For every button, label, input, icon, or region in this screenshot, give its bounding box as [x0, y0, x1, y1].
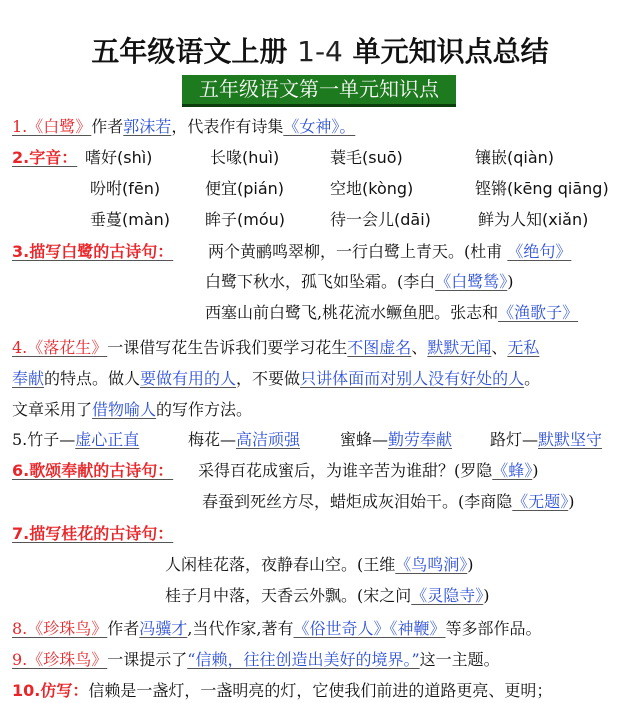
poem-text: 人闲桂花落，夜静春山空。(王维: [165, 555, 396, 574]
item-2-label: [12, 146, 77, 170]
poem-end: ): [507, 272, 514, 291]
work-link: 《女神》。: [283, 117, 356, 136]
poem-text: 桂子月中落，天香云外飘。(宋之问: [165, 586, 412, 605]
poem-end: ): [532, 461, 539, 480]
text: 这一主题。: [419, 650, 500, 669]
text: 蜜蜂—: [340, 430, 389, 449]
text: 5.竹子—: [12, 430, 76, 449]
item-9: [12, 648, 500, 672]
text: 文章采用了: [12, 400, 93, 419]
label-text: 6.歌颂奉献的古诗句：: [12, 461, 174, 480]
poem-text: 春蚕到死丝方尽，蜡炬成灰泪始干。(李商隐: [202, 492, 513, 511]
poem-end: ): [467, 555, 474, 574]
poem-end: ): [568, 492, 575, 511]
poem-title: 《鸟鸣涧》: [395, 555, 468, 574]
text: 作者: [107, 619, 140, 638]
poem-text: 两个黄鹂鸣翠柳，一行白鹭上青天。(杜甫: [208, 242, 508, 261]
text: 、: [411, 338, 428, 357]
item-1: [12, 115, 355, 139]
pinyin-cell: 镶嵌(qiàn): [475, 148, 555, 167]
keyword: 要做有用的人: [140, 369, 237, 388]
text: 梅花—: [188, 430, 237, 449]
item-3-label: [12, 240, 173, 264]
keyword: 不图虚名: [347, 338, 412, 357]
item-8: [12, 617, 542, 641]
author-link: 郭沫若: [123, 117, 172, 136]
poem-line: [205, 270, 514, 294]
keyword: 奉献: [12, 369, 45, 388]
poem-title: 《渔歌子》: [498, 303, 579, 322]
text: ，不要做: [236, 369, 301, 388]
pair: [340, 428, 452, 452]
pinyin-cell: 空地(kòng): [330, 179, 414, 198]
page-title: [0, 30, 640, 70]
pinyin-cell: 鲜为人知(xiǎn): [478, 210, 589, 229]
poem-line: [208, 240, 571, 264]
poem-text: 西塞山前白鹭飞,桃花流水鳜鱼肥。张志和: [205, 303, 499, 322]
text: 的写作方法。: [156, 400, 253, 419]
pair: [12, 428, 139, 452]
keyword: 只讲体面而对别人没有好处的人: [300, 369, 525, 388]
unit-banner: 五年级语文第一单元知识点: [182, 75, 456, 107]
label-text: 3.描写白鹭的古诗句：: [12, 242, 174, 261]
keyword: 无私: [507, 338, 540, 357]
poem-title: 《灵隐寺》: [411, 586, 484, 605]
keyword: 借物喻人: [92, 400, 157, 419]
poem-line: [198, 459, 539, 483]
item-6-label: [12, 459, 173, 483]
pinyin-cell: 垂蔓(màn): [90, 210, 171, 229]
item-10-label: 10.仿写：: [12, 681, 89, 700]
poem-line: [202, 490, 575, 514]
title-text: 五年级语文上册: [91, 35, 298, 68]
keyword: 虚心正直: [75, 430, 140, 449]
text: 一课借写花生告诉我们要学习花生: [107, 338, 348, 357]
pinyin-cell: 蓑毛(suō): [330, 148, 403, 167]
poem-line: [205, 301, 578, 325]
theme: “信赖，往往创造出美好的境界。”: [187, 650, 420, 669]
poem-line: [165, 553, 474, 577]
pinyin-cell: 铿锵(kēng qiāng): [475, 179, 609, 198]
item-7-label: [12, 522, 173, 546]
text: 信赖是一盏灯，一盏明亮的灯，它使我们前进的道路更亮、更明；: [88, 681, 553, 700]
poem-title: 《蜂》: [492, 461, 533, 480]
poem-line: [165, 584, 490, 608]
text: 作者: [91, 117, 124, 136]
text: ，代表作有诗集: [171, 117, 284, 136]
text: 一课提示了: [107, 650, 188, 669]
item-4-cont: [12, 367, 540, 391]
text: 的特点。做人: [44, 369, 141, 388]
text: 、: [491, 338, 508, 357]
keyword: 默默坚守: [538, 430, 603, 449]
text: ,当代作家,著有: [187, 619, 294, 638]
label-text: 2.字音：: [12, 148, 78, 167]
title-range: 1-4: [297, 35, 343, 68]
pinyin-cell: 长喙(huì): [210, 148, 280, 167]
pinyin-cell: 嗜好(shì): [85, 148, 153, 167]
poem-title: 《绝句》: [507, 242, 572, 261]
pair: [490, 428, 602, 452]
poem-title: 《无题》: [512, 492, 569, 511]
title-text-2: 单元知识点总结: [342, 35, 549, 68]
label-text: 7.描写桂花的古诗句：: [12, 524, 174, 543]
author: 冯骥才: [139, 619, 188, 638]
item-10: [12, 679, 552, 703]
works: 《俗世奇人》《神鞭》: [293, 619, 446, 638]
poem-text: 白鹭下秋水，孤飞如坠霜。(李白: [205, 272, 436, 291]
poem-text: 采得百花成蜜后，为谁辛苦为谁甜？(罗隐: [198, 461, 493, 480]
pinyin-cell: 便宜(pián): [205, 179, 285, 198]
poem-title: 《白鹭鸶》: [435, 272, 508, 291]
pinyin-cell: 吩咐(fēn): [90, 179, 161, 198]
keyword: 默默无闻: [427, 338, 492, 357]
item-9-label: 9.《珍珠鸟》: [12, 650, 108, 669]
item-4-label: 4.《落花生》: [12, 338, 108, 357]
item-4-cont-2: [12, 398, 252, 422]
pinyin-cell: 待一会儿(dāi): [330, 210, 431, 229]
keyword: 勤劳奉献: [388, 430, 453, 449]
keyword: 高洁顽强: [236, 430, 301, 449]
item-4: [12, 336, 539, 360]
text: 等多部作品。: [445, 619, 542, 638]
pair: [188, 428, 300, 452]
text: 路灯—: [490, 430, 539, 449]
text: 。: [524, 369, 541, 388]
poem-end: ): [483, 586, 490, 605]
item-8-label: 8.《珍珠鸟》: [12, 619, 108, 638]
item-1-label: 1.《白鹭》: [12, 117, 92, 136]
pinyin-cell: 眸子(móu): [205, 210, 286, 229]
